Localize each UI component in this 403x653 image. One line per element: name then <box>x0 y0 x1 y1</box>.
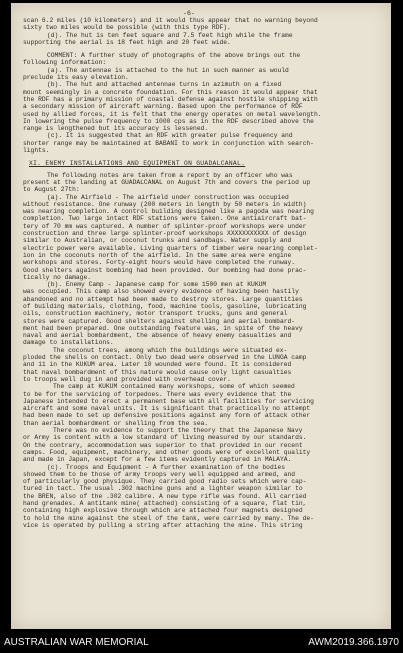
section-line: The camp at KUKUM contained many workshops, some of which seemed <box>53 383 295 391</box>
section-line: completion. Two large intact RDF stations were taken. One antiaircraft bat- <box>23 215 307 223</box>
comment-line: lights. <box>23 147 50 155</box>
comment-line: (a). The antennae is attached to the hut in such manner as would <box>47 66 289 74</box>
section-line: On the contrary, accommodation was superior to that provided in our recent <box>23 441 303 449</box>
section-line: abandoned and no attempt had been made to destroy stores. Large quantities <box>23 295 303 303</box>
intro-line: (d). The hut is ten feet square and 7.5 feet high while the frame <box>47 31 293 39</box>
page-number: -6- <box>183 10 195 17</box>
section-line: Japanese intended to erect a permanent base with all facilities for servicing <box>23 397 314 405</box>
section-line: ment had been prepared. One outstanding feature was, in spite of the heavy <box>23 324 303 332</box>
comment-line: (c). It is suggested that an RDF with greater pulse frequency and <box>47 132 293 140</box>
section-line: and made in Japan, except for a few items evidently captured in MALAYA. <box>23 456 292 464</box>
footer-bar <box>0 632 403 653</box>
section-line: and 11 in the KUKUM area. Later 10 wounded were found. It is considered <box>23 361 292 369</box>
section-line: electric power were available. Living quarters of timber were nearing complet- <box>23 244 318 252</box>
comment-line: a secondary mission of aircraft warning. Based upon the performance of RDF <box>23 103 303 111</box>
intro-paragraph <box>23 17 379 46</box>
section-line: hand grenades. A antitank mine( attached) consisting of a square, flat tin, <box>23 500 307 507</box>
section-line: to troops well dug in and provided with overhead cover. <box>23 375 231 383</box>
section-line: There was no evidence to support the theory that the Japanese Navy <box>53 427 303 435</box>
section-line: was nearing completion. A control building designed like a pagoda was nearing <box>23 208 314 216</box>
comment-line: range is lengthened but its accuracy is lessened. <box>23 125 209 133</box>
comment-line: the RDF has a primary mission of coastal defense against hostile shipping with <box>23 95 318 103</box>
section-heading: XI. ENEMY INSTALLATIONS AND EQUIPMENT ON GUADALCANAL. <box>29 160 246 168</box>
comment-line: shorter range may be maintained at BABANI to work in conjunction with search- <box>23 139 314 147</box>
section-line: The coconut trees, among which the buildings were situated ex- <box>53 346 288 354</box>
section-line: workshops and stores. Forty-eight hours would have completed the runway. <box>23 259 296 267</box>
section-line: tured in tact. The usual .302 machine guns and a lighter weapon similar to <box>23 485 303 493</box>
section-line: vice is operated by pulling a string after attaching the mine. This string <box>23 521 303 529</box>
comment-line: In lowering the pulse frequency to 1000 cps as in the RDF described above the <box>23 117 314 125</box>
section-line: (c). Troops and Equipment - A further examination of the bodies <box>47 463 286 471</box>
section-line: ion in the coconuts north of the airfield. In the same area were engine <box>23 251 292 259</box>
section-line: to be for the servicing of torpedoes. There was every evidence that the <box>23 390 292 398</box>
comment-line: following information: <box>23 59 107 67</box>
section-line: tery of 70 mm was captured. A number of splinter-proof workshops were under <box>23 222 307 230</box>
section-line: naval and aerial bombardment, the absence of heavy enemy casualties and <box>23 332 292 340</box>
section-line: that naval bombardment of this nature would cause only light casualties <box>23 368 292 376</box>
document-page <box>11 3 391 629</box>
section-line: camps. Food, equipment, machinery, and other goods were of excellent quality <box>23 448 311 456</box>
section-line: present at the landing at GUADALCANAL on August 7th and covers the period up <box>23 178 311 186</box>
section-line: without resistance. One runway (200 meters in length by 50 meters in width) <box>23 200 307 208</box>
comment-section <box>23 52 379 154</box>
comment-line: preclude its easy elevation. <box>23 74 129 82</box>
section-line: similar to Australian, or coconut trunks and sandbags. Water supply and <box>23 237 292 245</box>
section-line: or Army is content with a low standard of living measured by our standards. <box>23 434 307 442</box>
section-line: aircraft and some naval units. It is significant that practically no attempt <box>23 405 311 413</box>
section-line: than aerial bombardment or shelling from the sea. <box>23 419 209 427</box>
section-line: stores were captured. Good shelters against shelling and aerial bombard- <box>23 317 296 325</box>
footer-accession-number: AWM2019.366.1970 <box>308 637 399 648</box>
intro-line: supporting the aerial is 18 feet high and 20 feet wide. <box>23 38 231 46</box>
comment-line: COMMENT: A further study of photographs of the above brings out the <box>47 52 301 60</box>
section-line: oils, construction machinery, motor transport trucks, guns and general <box>23 310 288 318</box>
section-line: ploded the shells on contact. Only two dead were observed in the LUNGA camp <box>23 354 307 362</box>
section-line: (b). Enemy Camp - Japanese camp for some 1500 men at KUKUM <box>47 281 267 289</box>
comment-line: (b). The hut and attached antennae turns in azimuth on a fixed <box>47 81 282 89</box>
footer-institution: AUSTRALIAN WAR MEMORIAL <box>4 637 149 648</box>
section-line: to August 27th: <box>23 186 80 194</box>
section-line: Good shelters against bombing had been provided. Our bombing had done prac- <box>23 266 307 274</box>
section-line: damage to installations. <box>23 339 114 347</box>
section-line: of building materials, clothing, food, machine tools, gasoline, lubricating <box>23 302 307 310</box>
section-line: containing high explosive through which are attached four magnets designed <box>23 507 303 515</box>
section-line: The following notes are taken from a report by an officer who was <box>47 171 293 179</box>
section-line: to hold the mine against the steel of the tank, were carried by many. The de- <box>23 514 314 522</box>
section-line: of particularly good physique. They carried good radio sets which were cap- <box>23 478 307 486</box>
section-line: had been made to set up defensive positions against any form of attack other <box>23 412 311 420</box>
section-line: tically no damage. <box>23 273 92 281</box>
intro-line: sixty two miles would be possible (with this type RDF). <box>23 24 231 32</box>
comment-line: mount seemingly in a concrete foundation. For this reason it would appear that <box>23 88 318 96</box>
section-line: was occupied. This camp also showed every evidence of having been hastily <box>23 288 299 296</box>
section-line: showed them to be those of army troops very well equipped and armed, and <box>23 470 296 478</box>
intro-line: scan 6.2 miles (10 kilometers) and it would thus appear that no warning beyond <box>23 17 318 24</box>
section-body <box>23 172 379 530</box>
section-line: (a). The Airfield - The airfield under construction was occupied <box>47 193 289 201</box>
comment-line: used by allied forces, it is felt that the energy operates on metal wavelength. <box>23 110 322 118</box>
section-line: construction and three large splinter-proof workshops XXXXXXXXXXX of design <box>23 230 307 238</box>
section-line: the BREN, also of the .302 calibre. A new type rifle was found. All carried <box>23 492 307 500</box>
document-body <box>23 17 379 529</box>
